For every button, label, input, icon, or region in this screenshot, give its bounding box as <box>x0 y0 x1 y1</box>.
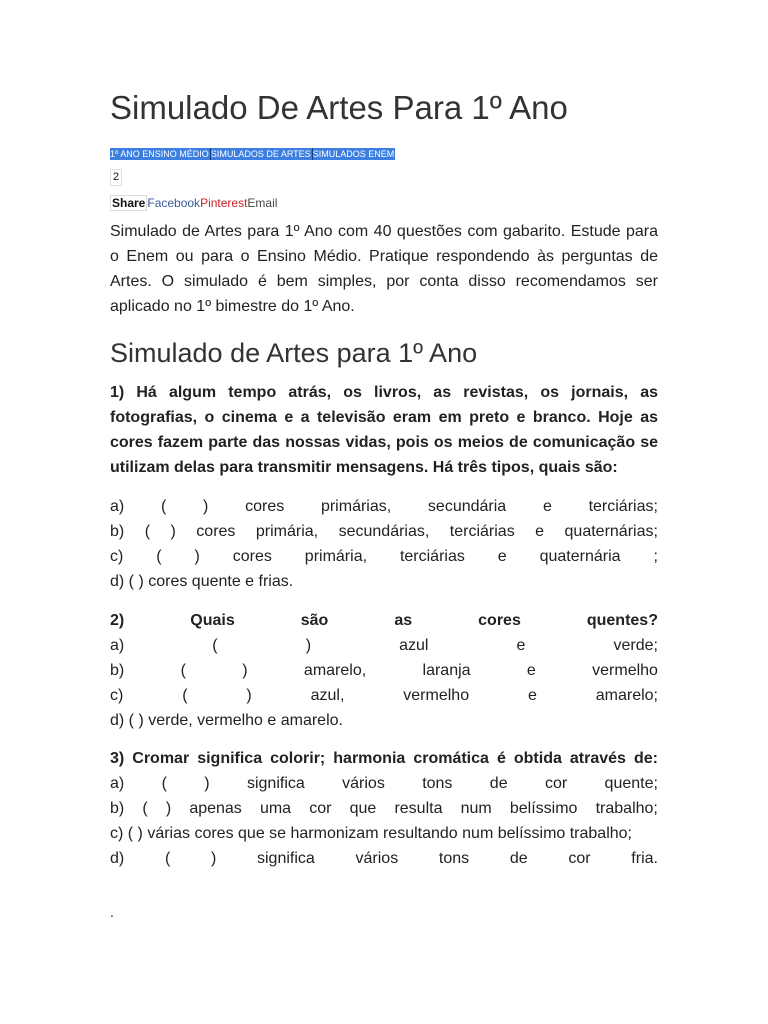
word: e <box>526 662 536 679</box>
word: amarelo, <box>303 662 367 679</box>
word: tons <box>422 775 453 792</box>
word: cor <box>568 850 591 867</box>
word: e <box>535 523 545 540</box>
word: b) <box>110 523 125 540</box>
word: primárias, <box>320 498 392 515</box>
word: e <box>542 498 552 515</box>
word: uma <box>259 800 292 817</box>
q1-option-a <box>110 494 658 519</box>
word: trabalho; <box>595 800 658 817</box>
share-facebook-link[interactable]: Facebook <box>147 196 201 210</box>
word: ) <box>246 687 252 704</box>
word: cor <box>544 775 568 792</box>
word: e <box>497 548 507 565</box>
question-2 <box>110 608 658 733</box>
word: ( <box>160 498 167 515</box>
word: terciárias <box>399 548 465 565</box>
intro-paragraph: Simulado de Artes para 1º Ano com 40 questões com gabarito. Estude para o Enem ou para o Ensino Médio. Pratique respondendo às perguntas de Artes. O simulado é bem simples, por conta disso recomendamos ser aplicado no 1º bimestre do 1º Ano. <box>110 223 658 315</box>
word: c) <box>110 548 124 565</box>
q3-option-d <box>110 846 658 871</box>
q2-option-c <box>110 683 658 708</box>
word: ( <box>161 775 167 792</box>
word: b) <box>110 800 125 817</box>
word: c) <box>110 687 124 704</box>
word: primária, <box>304 548 368 565</box>
share-email-link[interactable]: Email <box>247 196 278 210</box>
word: ) <box>170 523 176 540</box>
word: laranja <box>422 662 471 679</box>
share-bar <box>110 195 277 211</box>
share-pinterest-link[interactable]: Pinterest <box>200 196 248 210</box>
word: cores <box>196 523 236 540</box>
tag-ensino-medio[interactable]: 1º ANO ENSINO MÉDIO <box>110 149 209 159</box>
word: quente; <box>604 775 658 792</box>
tag-simulados-enem[interactable]: SIMULADOS ENEM <box>312 149 395 159</box>
word: ( <box>182 687 188 704</box>
word: vários <box>342 775 385 792</box>
word: tons <box>438 850 470 867</box>
word: cores <box>245 498 285 515</box>
question-1 <box>110 380 658 480</box>
word: ( <box>142 800 148 817</box>
word: amarelo; <box>595 687 658 704</box>
word: a) <box>110 775 125 792</box>
share-button[interactable]: Share <box>112 196 146 210</box>
word: d) <box>110 850 125 867</box>
word: fria. <box>631 850 658 867</box>
q2-option-d: d) ( ) verde, vermelho e amarelo. <box>110 712 343 729</box>
word: ( <box>212 637 218 654</box>
word: quaternárias; <box>564 523 658 540</box>
page-title: Simulado De Artes Para 1º Ano <box>110 89 568 126</box>
word: ) <box>204 775 210 792</box>
word: quentes? <box>586 612 658 629</box>
section-heading: Simulado de Artes para 1º Ano <box>110 338 478 368</box>
trailing-dot: . <box>110 904 114 920</box>
q3-option-b <box>110 796 658 821</box>
q2-option-a <box>110 633 658 658</box>
word: vermelho <box>592 662 658 679</box>
word: primária, <box>255 523 319 540</box>
word: significa <box>246 775 305 792</box>
count-badge: 2 <box>110 169 122 186</box>
word: apenas <box>189 800 242 817</box>
word: que <box>349 800 377 817</box>
word: vermelho <box>403 687 470 704</box>
word: são <box>300 612 329 629</box>
word: ) <box>242 662 248 679</box>
question-2-text <box>110 608 658 633</box>
word: cores <box>478 612 521 629</box>
word: de <box>509 850 528 867</box>
question-3-text: 3) Cromar significa colorir; harmonia cromática é obtida através de: <box>110 750 658 767</box>
word: ) <box>194 548 200 565</box>
word: cores <box>232 548 272 565</box>
word: verde; <box>613 637 658 654</box>
word: belíssimo <box>509 800 578 817</box>
word: a) <box>110 498 125 515</box>
word: secundárias, <box>338 523 430 540</box>
word: ( <box>156 548 162 565</box>
word: b) <box>110 662 125 679</box>
word: Quais <box>190 612 235 629</box>
q1-option-c <box>110 544 658 569</box>
tag-simulados-artes[interactable]: SIMULADOS DE ARTES <box>210 149 311 159</box>
word: azul <box>399 637 429 654</box>
word: ; <box>653 548 658 565</box>
q1-option-b <box>110 519 658 544</box>
question-1-options <box>110 494 658 594</box>
q3-option-c: c) ( ) várias cores que se harmonizam resultando num belíssimo trabalho; <box>110 825 632 842</box>
word: vários <box>355 850 399 867</box>
word: ( <box>144 523 151 540</box>
word: ) <box>165 800 172 817</box>
word: de <box>489 775 508 792</box>
word: quaternária <box>539 548 621 565</box>
question-1-text: 1) Há algum tempo atrás, os livros, as revistas, os jornais, as fotografias, o cinema e a televisão eram em preto e branco. Hoje as cores fazem parte das nossas vidas, pois os meios de comunicação se utilizam delas para transmitir mensagens. Há três tipos, quais são: <box>110 384 658 476</box>
question-3 <box>110 746 658 871</box>
word: significa <box>257 850 315 867</box>
word: ) <box>305 637 312 654</box>
q3-option-a <box>110 771 658 796</box>
word: e <box>527 687 537 704</box>
tag-list <box>110 148 395 160</box>
word: as <box>394 612 413 629</box>
word: terciárias; <box>588 498 658 515</box>
word: 2) <box>110 612 125 629</box>
word: azul, <box>310 687 345 704</box>
word: ( <box>164 850 171 867</box>
q2-option-b <box>110 658 658 683</box>
word: cor <box>309 800 332 817</box>
word: ) <box>210 850 217 867</box>
word: ) <box>203 498 209 515</box>
word: num <box>460 800 492 817</box>
word: resulta <box>394 800 443 817</box>
word: secundária <box>427 498 507 515</box>
word: a) <box>110 637 125 654</box>
q1-option-d: d) ( ) cores quente e frias. <box>110 573 294 590</box>
word: terciárias <box>449 523 515 540</box>
word: ( <box>180 662 186 679</box>
word: e <box>516 637 526 654</box>
